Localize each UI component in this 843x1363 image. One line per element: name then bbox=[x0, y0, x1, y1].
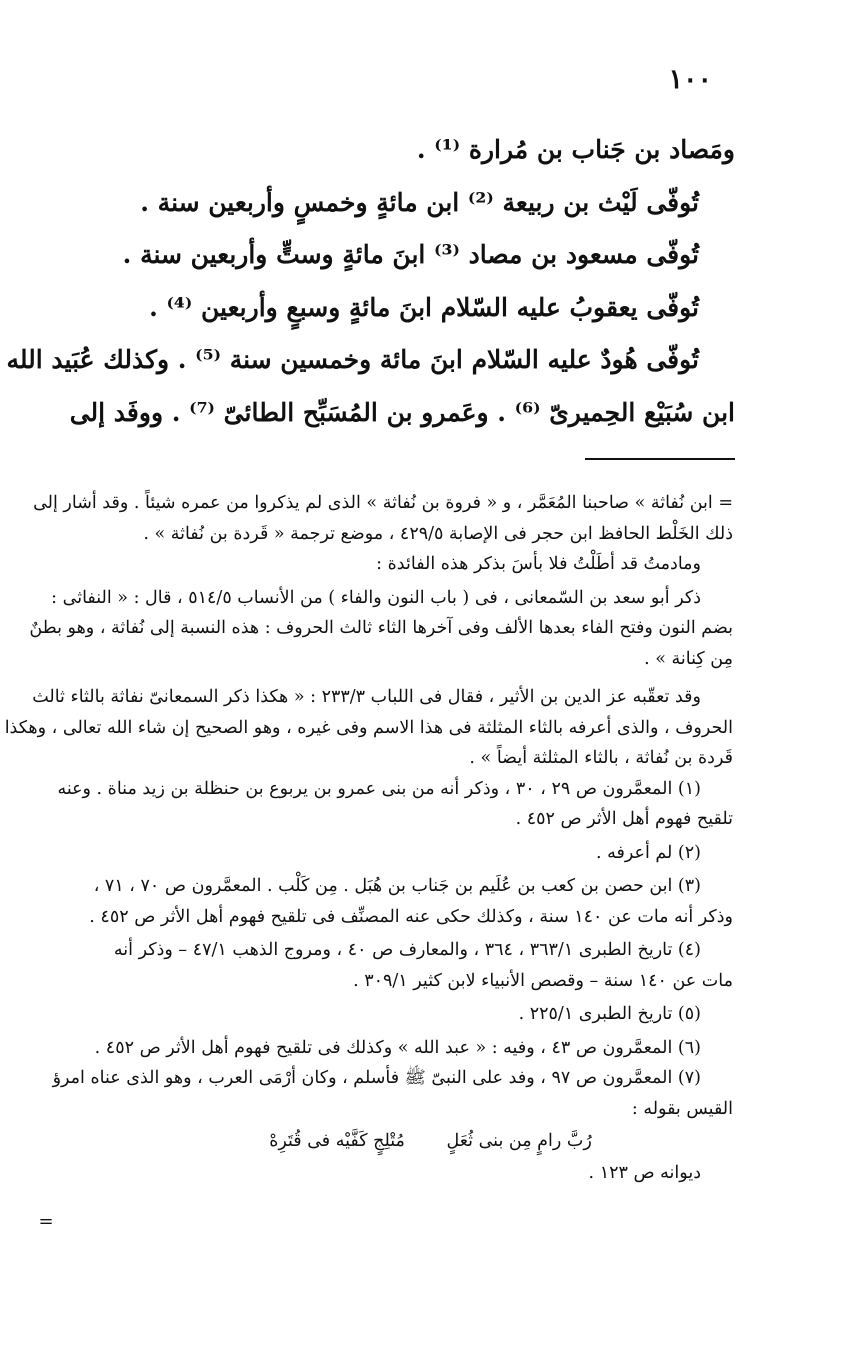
footnote-line: قَردة بن نُفاثة ، بالثاء المثلثة أيضاً » . bbox=[469, 748, 733, 768]
main-text-line: تُوفّى يعقوبُ عليه السّلام ابنَ مائةٍ وسبعٍ وأربعين ⁽⁴⁾ . bbox=[149, 292, 699, 322]
main-text-line: تُوفّى لَيْث بن ربيعة ⁽²⁾ ابن مائةٍ وخمسٍ وأربعين سنة . bbox=[140, 187, 699, 217]
footnote-line: مات عن ١٤٠ سنة – وقصص الأنبياء لابن كثير ٣٠٩/١ . bbox=[353, 970, 733, 991]
footnote-6 bbox=[38, 1033, 733, 1064]
footnote-line: (١) المعمَّرون ص ٢٩ ، ٣٠ ، وذكر أنه من بنى عمرو بن يربوع بن حنظلة بن زيد مناة . وعنه bbox=[57, 778, 701, 799]
main-text-line: تُوفّى مسعود بن مصاد ⁽³⁾ ابنَ مائةٍ وستٍّ وأربعين سنة . bbox=[122, 240, 699, 269]
footnote-paragraph bbox=[38, 549, 733, 580]
footnote-3 bbox=[38, 871, 733, 932]
footnote-line: = ابن نُفاثة » صاحبنا المُعَمَّر ، و « فروة بن نُفاثة » الذى لم يذكروا من عمره شيئاً . وقد أشار إلى bbox=[33, 493, 733, 513]
footnote-separator bbox=[585, 458, 735, 460]
verse-second-hemistich: مُتْلِجٍ كَفَّيْه فى قُتَرِهْ bbox=[269, 1131, 405, 1151]
footnote-line: مِن كِنانة » . bbox=[644, 648, 733, 669]
footnote-continuation bbox=[33, 488, 733, 549]
main-text-line: ابن سُبَيْع الحِميرىّ ⁽⁶⁾ . وعَمرو بن المُسَبِّح الطائىّ ⁽⁷⁾ . ووفَد إلى bbox=[69, 397, 735, 427]
verse-source bbox=[38, 1158, 733, 1189]
footnote-line: وقد تعقّبه عز الدين بن الأثير ، فقال فى اللباب ٢٣٣/٣ : « هكذا ذكر السمعانىّ نفاثة بالثاء ثالث bbox=[32, 687, 701, 707]
footnote-line: تلقيح فهوم أهل الأثر ص ٤٥٢ . bbox=[515, 809, 733, 829]
footnote-paragraph bbox=[4, 682, 733, 774]
main-text-line: ومَصاد بن جَناب بن مُرارة ⁽¹⁾ . bbox=[416, 135, 735, 164]
footnote-7 bbox=[38, 1063, 733, 1124]
footnote-line: الحروف ، والذى أعرفه بالثاء المثلثة فى هذا الاسم وفى غيره ، وهو الصحيح إن شاء الله تعالى ، وهكذا bbox=[4, 717, 733, 738]
page-number: ١٠٠ bbox=[668, 64, 712, 95]
footnote-line: ديوانه ص ١٢٣ . bbox=[588, 1163, 701, 1183]
poetry-verse bbox=[38, 1124, 733, 1158]
main-text-line: تُوفّى هُودٌ عليه السّلام ابنَ مائة وخمسين سنة ⁽⁵⁾ . وكذلك عُبَيد الله bbox=[6, 345, 699, 374]
footnote-line: (٢) لم أعرفه . bbox=[596, 842, 701, 863]
continuation-mark: = bbox=[38, 1211, 54, 1232]
verse-first-hemistich: رُبَّ رامٍ مِن بنى ثُعَلٍ bbox=[446, 1131, 592, 1151]
footnote-5 bbox=[38, 999, 733, 1030]
footnote-line: (٣) ابن حصن بن كعب بن عُلَيم بن جَناب بن هُبَل . مِن كَلْب . المعمَّرون ص ٧٠ ، ٧١ ، bbox=[93, 876, 701, 896]
main-text bbox=[6, 124, 735, 439]
footnote-line: القيس بقوله : bbox=[631, 1098, 733, 1119]
footnote-line: (٥) تاريخ الطبرى ٢٢٥/١ . bbox=[518, 1004, 701, 1024]
footnote-line: ومادمتُ قد أطَلْتُ فلا بأسَ بذكر هذه الفائدة : bbox=[376, 554, 701, 574]
footnote-line: ذلك الخَلْط الحافظ ابن حجر فى الإصابة ٤٢٩/٥ ، موضع ترجمة « قَردة بن نُفاثة » . bbox=[143, 523, 733, 544]
footnote-line: (٤) تاريخ الطبرى ٣٦٣/١ ، ٣٦٤ ، والمعارف ص ٤٠ ، ومروج الذهب ٤٧/١ – وذكر أنه bbox=[113, 940, 701, 960]
footnote-1 bbox=[38, 774, 733, 835]
footnotes bbox=[4, 488, 733, 1189]
footnote-line: (٦) المعمَّرون ص ٤٣ ، وفيه : « عبد الله » وكذلك فى تلقيح فهوم أهل الأثر ص ٤٥٢ . bbox=[94, 1037, 701, 1058]
footnote-line: بضم النون وفتح الفاء بعدها الألف وفى آخرها الثاء ثالث الحروف : هذه النسبة إلى نُفاثة ، وهو بطنٌ bbox=[29, 618, 733, 638]
footnote-paragraph bbox=[29, 583, 733, 675]
footnote-line: وذكر أنه مات عن ١٤٠ سنة ، وكذلك حكى عنه المصنِّف فى تلقيح فهوم أهل الأثر ص ٤٥٢ . bbox=[89, 906, 733, 927]
footnote-line: (٧) المعمَّرون ص ٩٧ ، وفد على النبىّ ﷺ فأسلم ، وكان أرْمَى العرب ، وهو الذى عناه امرؤ bbox=[52, 1068, 701, 1088]
footnote-4 bbox=[38, 935, 733, 996]
footnote-line: ذكر أبو سعد بن السّمعانى ، فى ( باب النون والفاء ) من الأنساب ٥١٤/٥ ، قال : « النفاثى : bbox=[51, 587, 701, 608]
footnote-2 bbox=[38, 838, 733, 869]
